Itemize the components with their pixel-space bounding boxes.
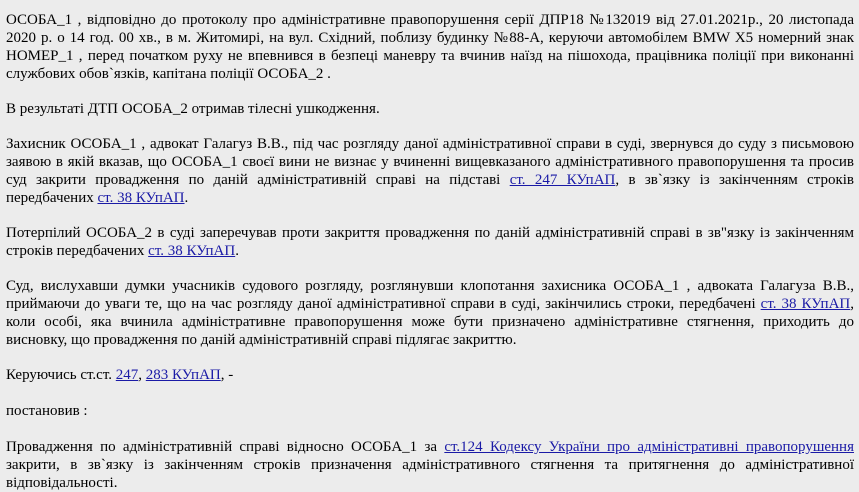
- link-article-38[interactable]: ст. 38 КУпАП: [97, 190, 185, 206]
- paragraph-text: Потерпілий ОСОБА_2 в суді заперечував проти закриття провадження по даній адміністративній справі в зв"язку із закінченням строків передбачених: [6, 225, 854, 259]
- link-article-124[interactable]: ст.124 Кодексу України про адміністративні правопорушення: [444, 439, 854, 455]
- paragraph-guided-by: [6, 366, 854, 384]
- paragraph-text: .: [235, 243, 239, 259]
- link-article-38[interactable]: ст. 38 КУпАП: [760, 296, 851, 312]
- link-article-247[interactable]: 247: [115, 367, 139, 383]
- paragraph-defender-motion: [6, 135, 854, 207]
- paragraph-text: Провадження по адміністративній справі відносно ОСОБА_1 за: [6, 439, 445, 455]
- paragraph-injuries: [6, 100, 854, 118]
- paragraph-text: В результаті ДТП ОСОБА_2 отримав тілесні ушкодження.: [6, 101, 380, 117]
- paragraph-text: ОСОБА_1 , відповідно до протоколу про адміністративне правопорушення серії ДПР18 №132019 від 27.01.2021р., 20 листопада 2020 р. о 14 год. 00 хв., в м. Житомирі, на вул. Східний, поблизу будинку №88-А, керуючи автомобілем BMW X5 номерний знак НОМЕР_1 , перед початком руху не впевнився в безпеці маневру та вчинив наїзд на пішохода, працівника поліції при виконанні службових обов`язків, капітана поліції ОСОБА_2 .: [6, 12, 854, 82]
- paragraph-text: , в зв`язку із закінченням строків передбачених: [6, 172, 854, 206]
- link-article-247[interactable]: ст. 247 КУпАП: [509, 172, 616, 188]
- paragraph-text: ,: [138, 367, 146, 383]
- link-article-283[interactable]: 283 КУпАП: [145, 367, 221, 383]
- link-article-38[interactable]: ст. 38 КУпАП: [148, 243, 236, 259]
- paragraph-text: Керуючись ст.ст.: [6, 367, 116, 383]
- paragraph-protocol: [6, 11, 854, 83]
- paragraph-text: Суд, вислухавши думки учасників судового розгляду, розглянувши клопотання захисника ОСОБА_1 , адвоката Галагуза В.В., приймаючи до уваги те, що на час розгляду даної адміністративної справи в суді, закінчились строки, передбачені: [6, 278, 854, 312]
- paragraph-text: , коли особі, яка вчинила адміністративне правопорушення може бути призначено адміністративне стягнення, приходить до висновку, що провадження по даній адміністративній справі підлягає закриттю.: [6, 296, 854, 348]
- paragraph-text: , -: [220, 367, 234, 383]
- paragraph-text: постановив :: [6, 403, 88, 419]
- paragraph-text: .: [184, 190, 189, 206]
- paragraph-decision: [6, 438, 854, 492]
- paragraph-victim-objection: [6, 224, 854, 260]
- paragraph-resolved: [6, 402, 854, 420]
- paragraph-text: Захисник ОСОБА_1 , адвокат Галагуз В.В., під час розгляду даної адміністративної справи в суді, звернувся до суду з письмовою заявою в якій вказав, що ОСОБА_1 своєї вини не визнає у вчиненні вищевказаного адміністративного правопорушення та просив суд закрити провадження по даній адміністративній справі на підставі: [6, 136, 854, 188]
- paragraph-text: закрити, в зв`язку із закінченням строків призначення адміністративного стягнення та притягнення до адміністративної відповідальності.: [6, 457, 854, 491]
- paragraph-court-reasoning: [6, 277, 854, 349]
